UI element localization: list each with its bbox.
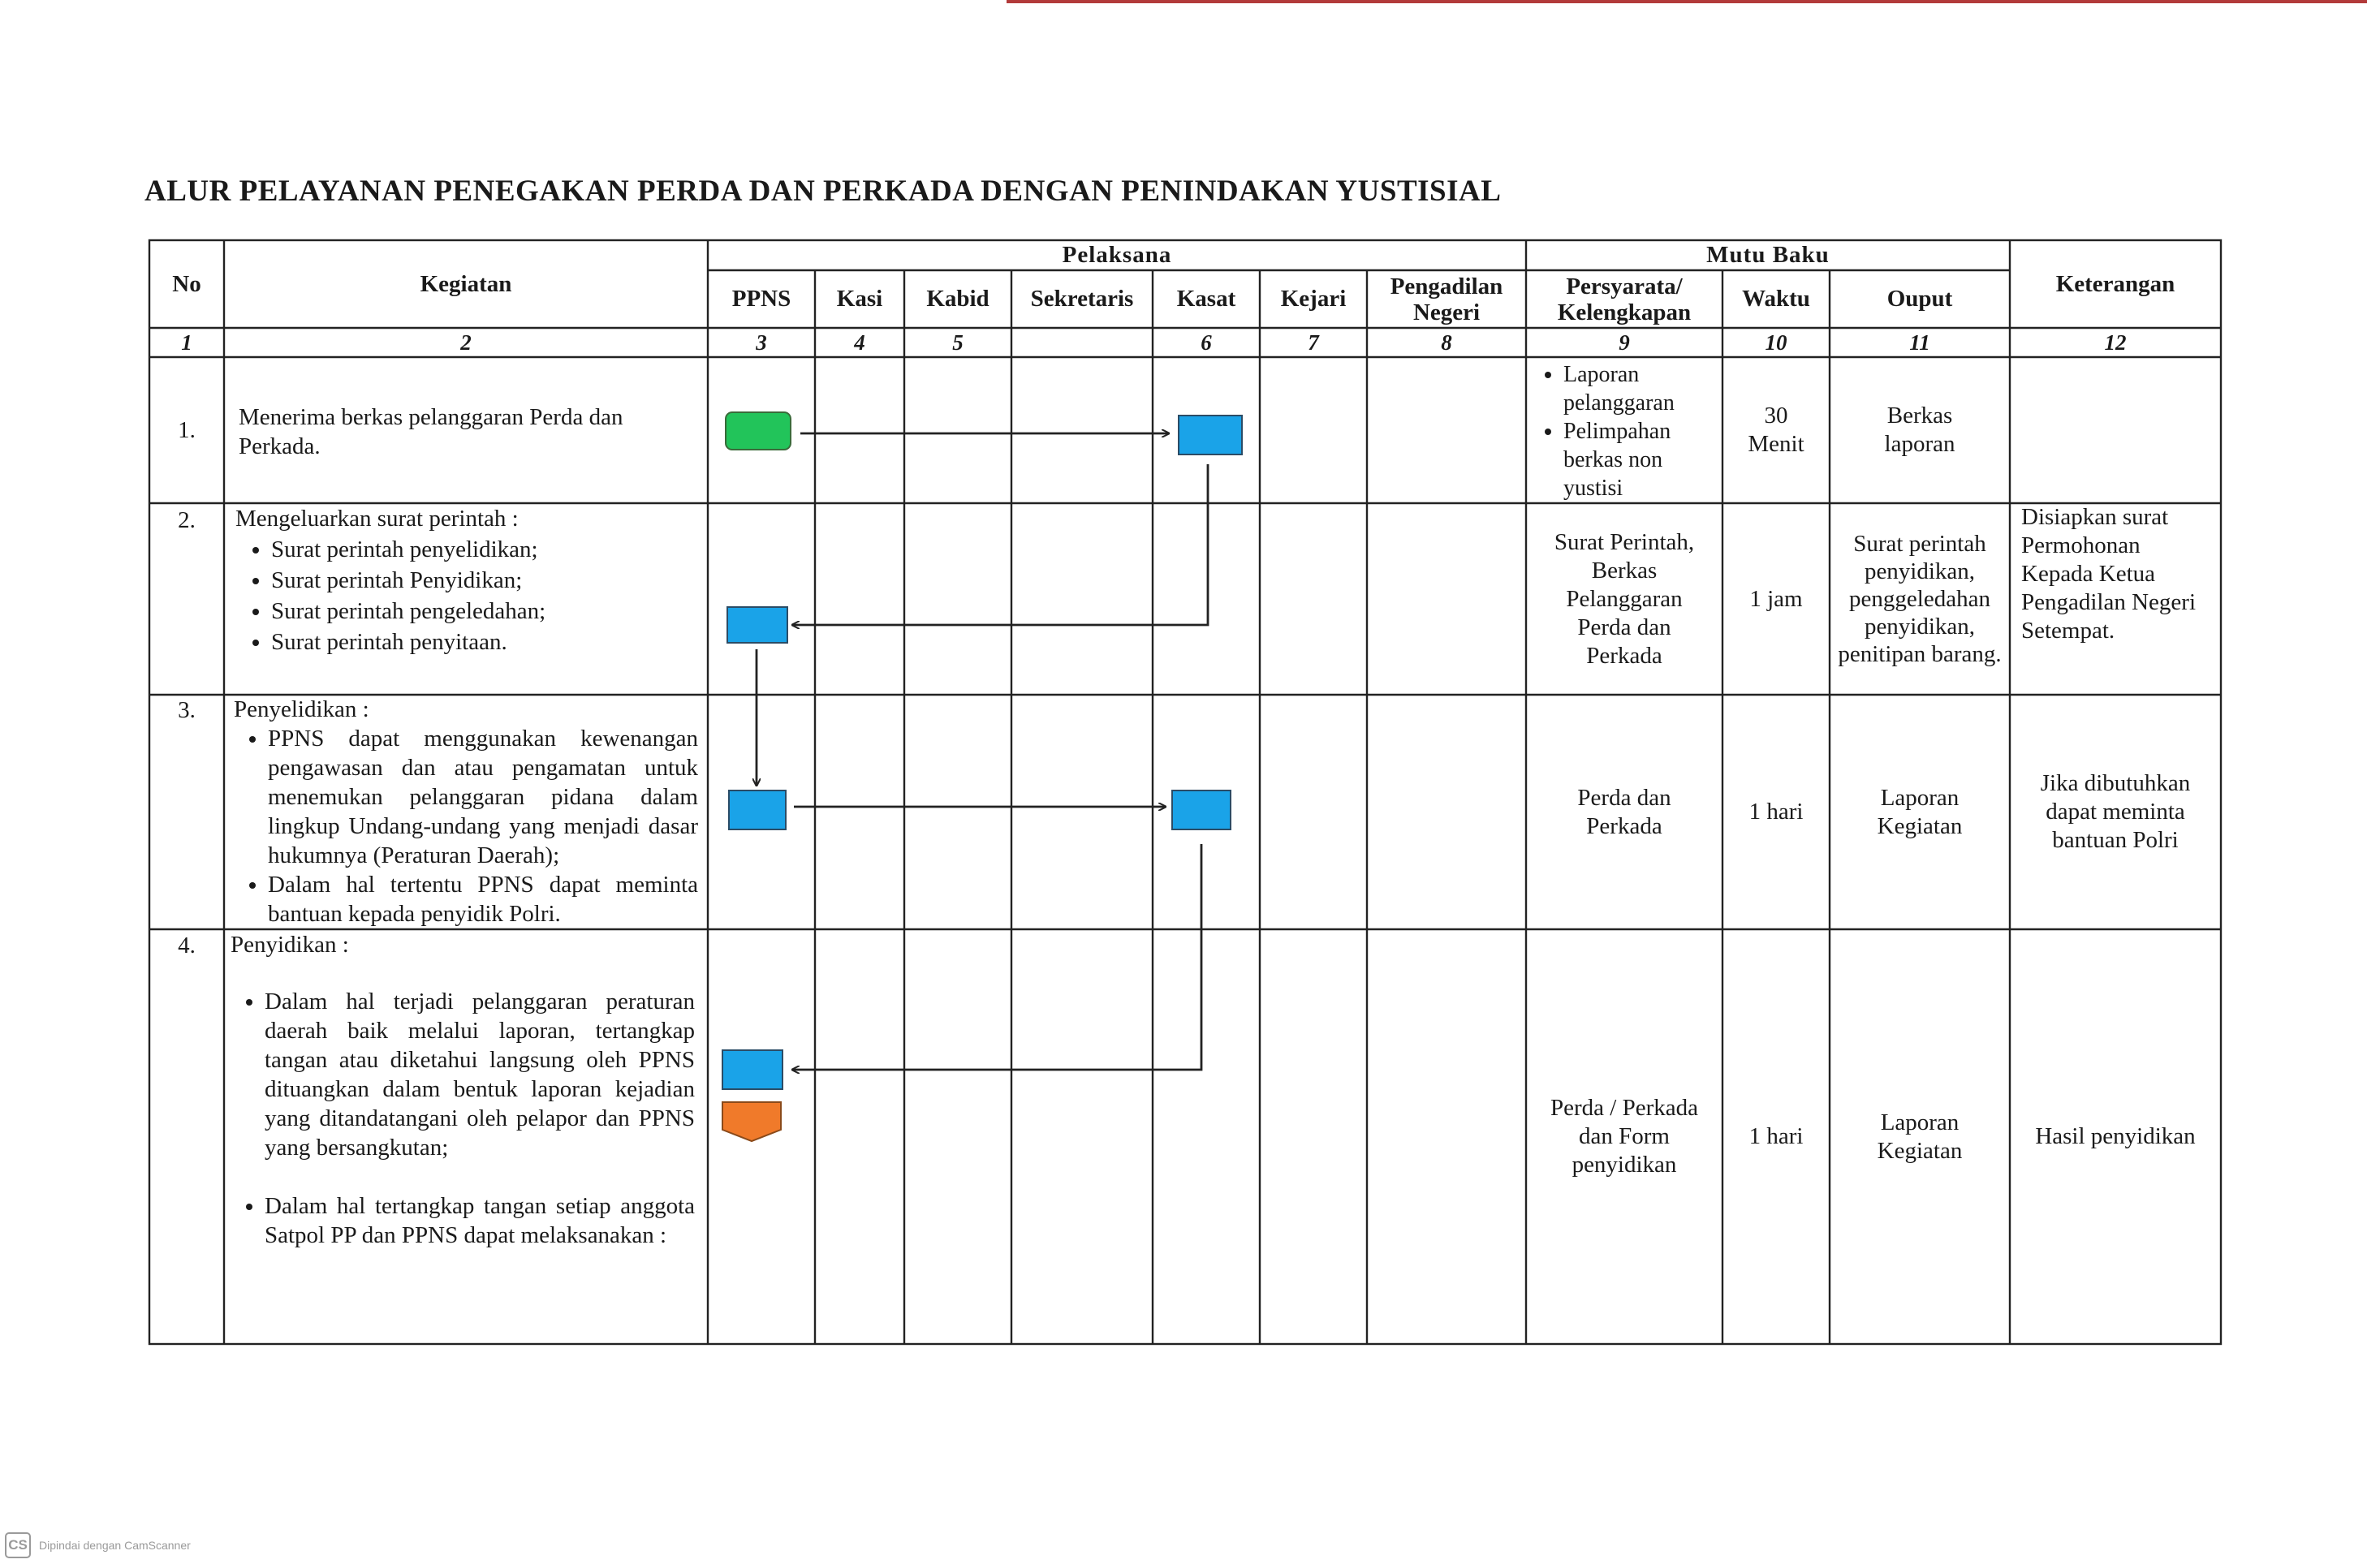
header-kegiatan: Kegiatan [420,270,512,297]
header-no: No [172,270,201,297]
column-number: 10 [1765,330,1787,355]
row-3-kegiatan-item: • PPNS dapat menggunakan kewenangan pengawasan dan atau pengamatan untuk menemukan pelanggaran pidana dalam lingkup Undang-undang yang menjadi dasar hukumnya (Peraturan Daerah); [268,724,698,870]
header-persyaratan: Persyarata/ Kelengkapan [1557,273,1692,325]
column-number: 5 [952,330,964,355]
row-4-kegiatan-title: Penyidikan : [231,932,349,958]
header-mutu-baku: Mutu Baku [1706,242,1830,268]
row-4-keterangan: Hasil penyidikan [2035,1123,2196,1149]
row-3-keterangan: Jika dibutuhkan dapat meminta bantuan Polri [2040,770,2191,853]
row-1-keterangan [2010,357,2221,503]
header-kejari: Kejari [1280,286,1347,312]
column-number: 11 [1909,330,1930,355]
row-1-no: 1. [178,416,196,443]
header-ppns: PPNS [731,286,791,312]
row-1-output: Berkas laporan [1884,403,1955,457]
header-keterangan: Keterangan [2055,270,2175,297]
flow-offpage-connector [722,1102,781,1141]
flow-process-kasat-3 [1172,790,1231,829]
row-1-kegiatan-text: Menerima berkas pelanggaran Perda dan Perkada. [239,404,623,459]
row-2-persyaratan: Surat Perintah, Berkas Pelanggaran Perda dan Perkada [1554,528,1695,669]
header-pengadilan-negeri: Pengadilan Negeri [1390,273,1503,325]
row-3-kegiatan-title: Penyelidikan : [234,696,369,722]
row-4-waktu: 1 hari [1748,1123,1804,1149]
row-2-keterangan: Disiapkan surat Permohonan Kepada Ketua Pengadilan Negeri Setempat. [2021,504,2197,644]
row-1-persyaratan-item: • Laporan pelanggaran [1563,360,1719,417]
row-4-kegiatan-item: • Dalam hal terjadi pelanggaran peraturan daerah baik melalui laporan, tertangkap tangan atau diketahui langsung oleh PPNS dituangkan dalam bentuk laporan kejadian yang ditandatangani oleh pelapor dan PPNS yang bersangkutan; [265,987,695,1162]
row-1-kegiatan [239,403,693,461]
column-number: 3 [756,330,767,355]
flow-start-ppns [726,412,791,450]
column-number: 7 [1308,330,1319,355]
row-3-kegiatan-item: • Dalam hal tertentu PPNS dapat meminta bantuan kepada penyidik Polri. [268,870,698,928]
row-2-kegiatan-item: • Surat perintah Penyidikan; [271,565,698,596]
header-pelaksana: Pelaksana [1062,242,1172,268]
row-4-persyaratan: Perda / Perkada dan Form penyidikan [1550,1095,1698,1178]
row-4-no: 4. [178,933,196,958]
scanner-watermark [5,1532,191,1558]
column-number: 4 [854,330,865,355]
row-3-waktu: 1 hari [1748,799,1804,825]
column-number: 2 [460,330,472,355]
flow-process-ppns-2 [727,607,787,643]
column-number: 8 [1441,330,1452,355]
header-output: Ouput [1886,286,1953,312]
camscanner-logo-icon: CS [5,1532,31,1558]
row-4-kegiatan [231,930,695,1250]
row-2-kegiatan-item: • Surat perintah penyitaan. [271,627,698,657]
row-4-kegiatan-item: • Dalam hal tertangkap tangan setiap anggota Satpol PP dan PPNS dapat melaksanakan : [265,1191,695,1250]
column-number: 12 [2104,330,2127,355]
column-number: 1 [181,330,192,355]
flow-process-kasat-1 [1179,416,1242,454]
flow-arrow-2 [792,464,1208,625]
row-1-persyaratan [1536,360,1719,502]
row-2-kegiatan-item: • Surat perintah pengeledahan; [271,596,698,627]
row-2-kegiatan-title: Mengeluarkan surat perintah : [235,506,519,532]
row-1-waktu: 30 Menit [1748,403,1804,457]
row-2-output: Surat perintah penyidikan, penggeledahan penyidikan, penitipan barang. [1838,531,2002,667]
row-2-no: 2. [178,507,196,533]
row-2-waktu: 1 jam [1749,585,1803,612]
row-3-persyaratan: Perda dan Perkada [1577,784,1671,839]
flow-process-ppns-4 [722,1050,783,1089]
column-number: 9 [1619,330,1630,355]
page-title: ALUR PELAYANAN PENEGAKAN PERDA DAN PERKADA DENGAN PENINDAKAN YUSTISIAL [144,174,1502,208]
flow-process-ppns-3 [729,790,786,829]
row-1-persyaratan-item: • Pelimpahan berkas non yustisi [1563,417,1719,502]
scanner-watermark-text: Dipindai dengan CamScanner [39,1539,191,1552]
header-kabid: Kabid [926,286,989,312]
row-3-no: 3. [178,697,196,723]
row-2-kegiatan-item: • Surat perintah penyelidikan; [271,534,698,565]
row-3-output: Laporan Kegiatan [1877,784,1963,839]
header-kasat: Kasat [1176,286,1236,312]
flow-arrow-5 [792,844,1201,1070]
column-number: 6 [1201,330,1212,355]
header-kasi: Kasi [836,286,883,312]
column-number [1011,328,1153,357]
header-waktu: Waktu [1742,286,1810,312]
row-2-kegiatan [235,503,698,657]
row-3-kegiatan [234,695,698,928]
header-sekretaris: Sekretaris [1030,286,1134,312]
row-4-output: Laporan Kegiatan [1877,1109,1963,1164]
